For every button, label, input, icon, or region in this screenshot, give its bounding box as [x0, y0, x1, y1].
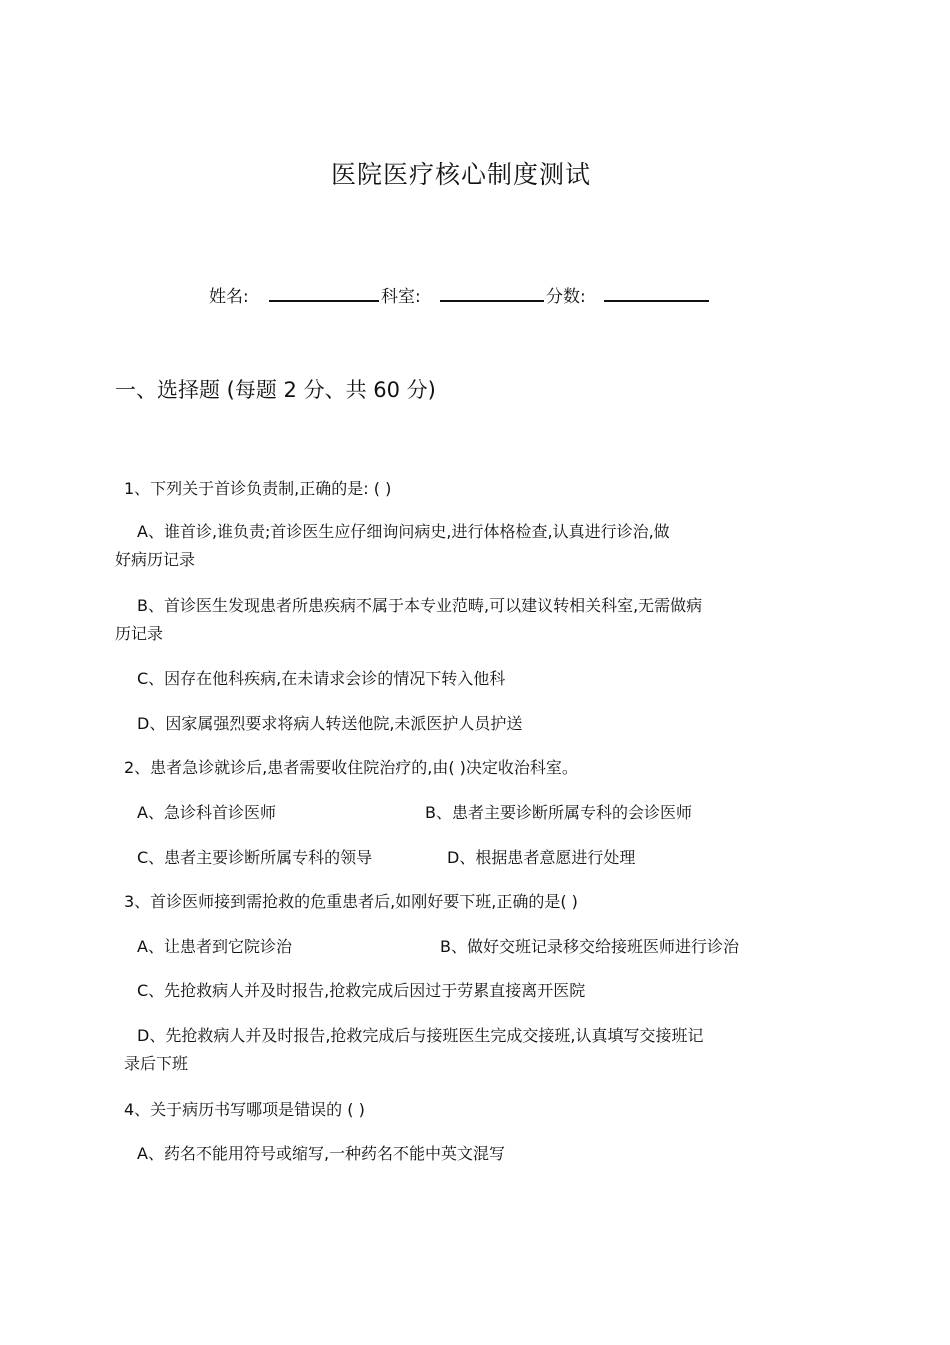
name-blank[interactable] [269, 300, 379, 302]
question-1-option-a: A、谁首诊,谁负责;首诊医生应仔细询问病史,进行体格检查,认真进行诊治,做 [137, 522, 670, 541]
question-1-option-c: C、因存在他科疾病,在未请求会诊的情况下转入他科 [137, 669, 506, 688]
dept-label: 科室: [381, 287, 421, 307]
question-4-option-a: A、药名不能用符号或缩写,一种药名不能中英文混写 [137, 1144, 506, 1163]
question-3-option-a: A、让患者到它院诊治 [137, 937, 292, 956]
question-4-stem: 4、关于病历书写哪项是错误的 ( ) [124, 1100, 365, 1119]
question-2-option-c: C、患者主要诊断所属专科的领导 [137, 848, 373, 867]
document-title: 医院医疗核心制度测试 [331, 160, 592, 189]
question-2-option-a: A、急诊科首诊医师 [137, 803, 276, 822]
question-3-stem: 3、首诊医师接到需抢救的危重患者后,如刚好要下班,正确的是( ) [124, 892, 578, 911]
question-3-option-b: B、做好交班记录移交给接班医师进行诊治 [440, 937, 739, 956]
question-2-option-d: D、根据患者意愿进行处理 [447, 848, 636, 867]
dept-blank[interactable] [440, 300, 544, 302]
score-blank[interactable] [604, 300, 709, 302]
question-3-option-c: C、先抢救病人并及时报告,抢救完成后因过于劳累直接离开医院 [137, 981, 586, 1000]
question-1-option-b-cont: 历记录 [115, 624, 164, 643]
question-3-option-d-cont: 录后下班 [124, 1054, 189, 1073]
question-1-option-d: D、因家属强烈要求将病人转送他院,未派医护人员护送 [137, 714, 523, 733]
question-2-stem: 2、患者急诊就诊后,患者需要收住院治疗的,由( )决定收治科室。 [124, 758, 578, 777]
name-label: 姓名: [209, 287, 249, 307]
question-1-option-a-cont: 好病历记录 [115, 550, 196, 569]
score-label: 分数: [546, 287, 586, 307]
question-1-stem: 1、下列关于首诊负责制,正确的是: ( ) [124, 479, 392, 498]
question-3-option-d: D、先抢救病人并及时报告,抢救完成后与接班医生完成交接班,认真填写交接班记 [137, 1026, 704, 1045]
question-2-option-b: B、患者主要诊断所属专科的会诊医师 [425, 803, 692, 822]
section-heading: 一、选择题 (每题 2 分、共 60 分) [115, 378, 436, 402]
question-1-option-b: B、首诊医生发现患者所患疾病不属于本专业范畴,可以建议转相关科室,无需做病 [137, 596, 703, 615]
